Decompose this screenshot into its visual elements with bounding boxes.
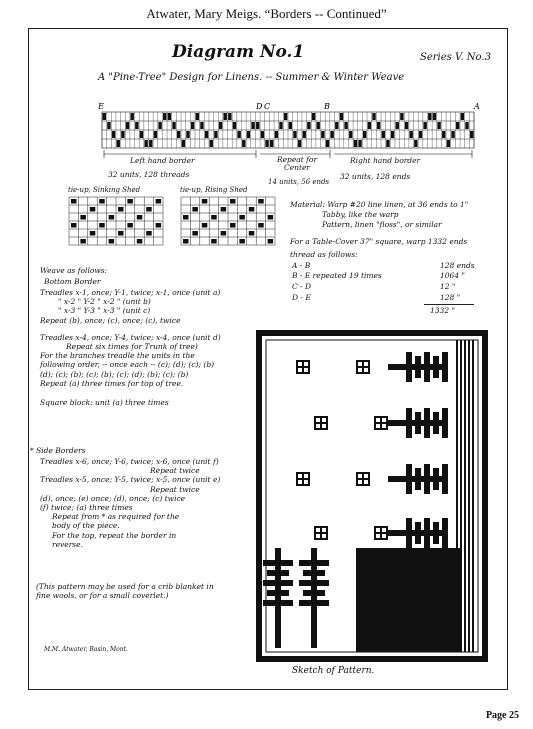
signature: M.M. Atwater, Basin, Mont. xyxy=(44,646,128,653)
weave-line: Repeat (b), once; (c), once; (c), twice xyxy=(40,315,181,325)
side-line: Repeat twice xyxy=(150,484,200,494)
weave-line: Repeat (a) three times for top of tree. xyxy=(40,378,184,388)
tieup-rising-label: tie-up, Rising Shed xyxy=(180,186,248,194)
threading-row-value: 128 " xyxy=(440,293,461,302)
threading-row-value: 12 " xyxy=(440,282,456,291)
material-line-2: Tabby, like the warp xyxy=(322,210,399,219)
tieup-rising-grid xyxy=(180,196,276,246)
page-number: Page 25 xyxy=(485,710,519,721)
weave-line: Repeat six times for Trunk of tree) xyxy=(66,342,198,352)
right-border-label: Right hand border xyxy=(350,156,421,165)
page-header: Atwater, Mary Meigs. “Borders -- Continued” xyxy=(146,6,387,21)
tieup-sinking-label: tie-up, Sinking Shed xyxy=(68,186,141,194)
side-borders-heading: * Side Borders xyxy=(30,446,86,455)
threading-row-label: D - E xyxy=(292,293,311,302)
side-line: Repeat twice xyxy=(150,466,200,476)
total-rule xyxy=(424,304,474,305)
weave-line: " x-3 " Y-3 " x-3 " (unit c) xyxy=(58,306,151,316)
right-border-units: 32 units, 128 ends xyxy=(340,172,411,181)
weave-subheading: Bottom Border xyxy=(44,277,101,286)
weave-line: Treadles x-1, once; Y-1, twice; x-1, once (unit a) xyxy=(40,288,221,297)
pattern-sketch xyxy=(256,330,488,662)
threading-row-value: 128 ends xyxy=(440,261,475,270)
draft-letter-e: E xyxy=(98,102,104,111)
center-units: 14 units, 56 ends xyxy=(268,178,330,186)
side-line: reverse. xyxy=(52,539,83,549)
draft-letter-a: A xyxy=(474,102,480,111)
diagram-title: Diagram No.1 xyxy=(172,42,305,62)
draft-letter-d: D xyxy=(256,102,263,111)
usage-note: (This pattern may be used for a crib blanket in fine wools, or for a small coverlet.) xyxy=(36,582,214,601)
threading-row-value: 1064 " xyxy=(440,271,465,280)
material-line-1: Material: Warp #20 line linen, at 36 ends to 1" xyxy=(290,200,469,209)
diagram-subtitle: A "Pine-Tree" Design for Linens. -- Summer & Winter Weave xyxy=(98,72,405,83)
left-border-label: Left hand border xyxy=(130,156,195,165)
threading-row-label: B - E repeated 19 times xyxy=(292,271,382,280)
material-line-3: Pattern, linen "floss", or similar xyxy=(322,220,442,229)
left-border-units: 32 units, 128 threads xyxy=(108,170,190,179)
draft-letter-b: B xyxy=(324,102,330,111)
side-line: Treadles x-6, once; Y-6, twice; x-6, once (unit f) xyxy=(40,457,219,466)
weave-line: Square block: unit (a) three times xyxy=(40,398,169,408)
weave-line: Treadles x-4, once; Y-4, twice; x-4, once (unit d) xyxy=(40,332,221,342)
weave-heading: Weave as follows: xyxy=(40,266,108,275)
series-label: Series V. No.3 xyxy=(420,52,491,63)
tieup-sinking-grid xyxy=(68,196,164,246)
weave-line: For the branches treadle the units in the xyxy=(40,351,195,361)
side-line: (f) twice; (a) three times xyxy=(40,503,133,513)
table-cover-note: For a Table-Cover 37" square, warp 1332 ends xyxy=(290,237,468,246)
sketch-caption: Sketch of Pattern. xyxy=(292,666,375,676)
threading-total: 1332 " xyxy=(430,306,455,315)
side-borders-instructions xyxy=(40,457,272,549)
threading-row-label: C - D xyxy=(292,282,312,291)
side-line: body of the piece. xyxy=(52,521,120,531)
weave-line: (d); (c); (b); (c); (b); (c); (d); (b); (c); (b) xyxy=(40,369,189,379)
threading-intro: thread as follows: xyxy=(290,250,358,259)
weave-line: " x-2 " Y-2 " x-2 " (unit b) xyxy=(58,297,151,307)
side-line: For the top, repeat the border in xyxy=(52,530,177,540)
threading-row-label: A - B xyxy=(292,261,311,270)
threading-draft xyxy=(96,100,488,162)
side-line: (d), once; (e) once; (d), once; (c) twice xyxy=(40,493,186,503)
weave-line: following order, -- once each -- (c); (d); (c); (b) xyxy=(40,360,215,370)
draft-letter-c: C xyxy=(264,102,271,111)
weave-instructions xyxy=(40,288,272,407)
side-line: Repeat from * as required for the xyxy=(52,512,180,522)
side-line: Treadles x-5, once; Y-5, twice; x-5, once (unit e) xyxy=(40,475,221,485)
center-repeat-label: Repeat for Center xyxy=(276,155,318,172)
